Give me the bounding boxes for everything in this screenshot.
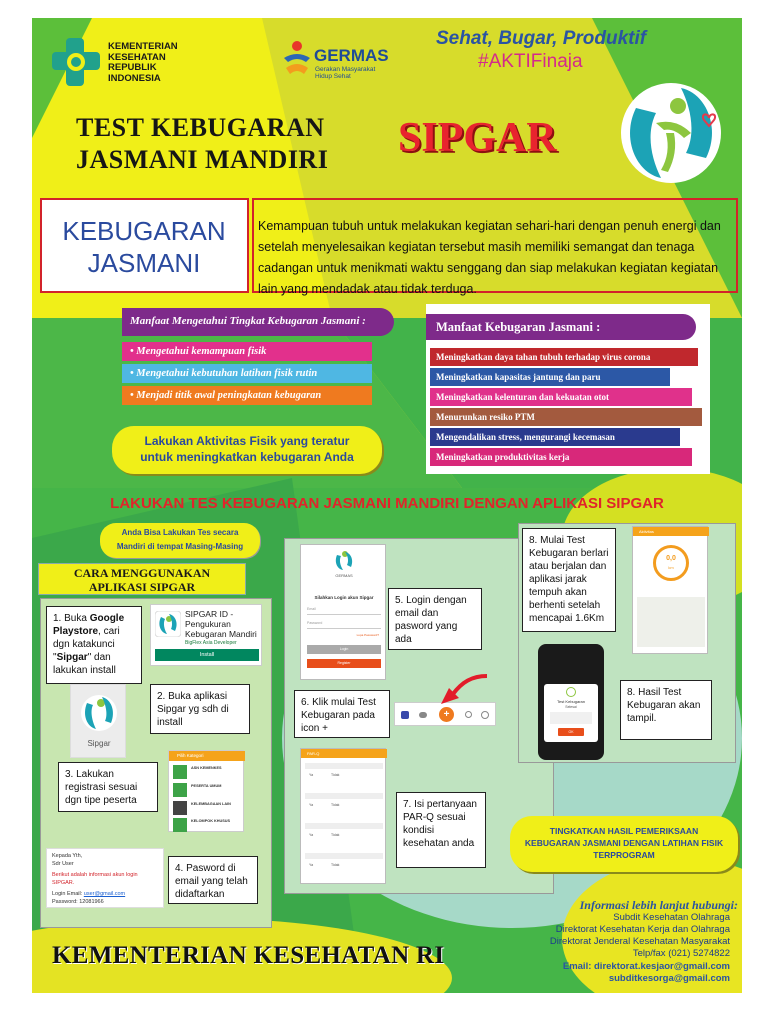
tingkatkan-line-3: TERPROGRAM bbox=[593, 850, 655, 860]
manfaat-kebugaran-item: Menurunkan resiko PTM bbox=[430, 408, 702, 426]
login-logo-icon bbox=[333, 549, 355, 571]
email-login-link[interactable]: user@gmail.com bbox=[83, 891, 126, 897]
email-line bbox=[52, 890, 158, 898]
test-dialog bbox=[544, 684, 598, 742]
email-card bbox=[46, 848, 164, 908]
test-ok-button[interactable]: OK bbox=[558, 728, 584, 736]
step-9: 8. Hasil Test Kebugaran akan tampil. bbox=[620, 680, 712, 740]
hashtag: #AKTIFinaja bbox=[478, 51, 583, 72]
login-screen bbox=[300, 544, 386, 680]
brand-sipgar: SIPGAR bbox=[398, 115, 557, 161]
ministry-line: INDONESIA bbox=[108, 72, 161, 84]
playstore-title-3: Kebugaran Mandiri bbox=[185, 629, 257, 639]
manfaat-kebugaran-item: Mengendalikan stress, mengurangi kecemasan bbox=[430, 428, 680, 446]
manfaat-kebugaran-item: Meningkatkan produktivitas kerja bbox=[430, 448, 692, 466]
nav-activity-icon[interactable] bbox=[419, 712, 427, 718]
manfaat-mengetahui-item: • Mengetahui kemampuan fisik bbox=[122, 342, 372, 361]
step-1-pre: 1. Buka bbox=[53, 613, 90, 624]
tingkatkan-line-1: TINGKATKAN HASIL PEMERIKSAAN bbox=[549, 826, 699, 836]
info-email-1[interactable]: Email: direktorat.kesjaor@gmail.com bbox=[562, 961, 730, 972]
playstore-card bbox=[150, 604, 262, 666]
germas-subtitle bbox=[315, 66, 375, 80]
cara-line-2: APLIKASI SIPGAR bbox=[88, 580, 196, 594]
login-heading: Silahkan Login akun Sipgar bbox=[314, 595, 374, 600]
step-8: 8. Mulai Test Kebugaran berlari atau berjalan dan aplikasi jarak tempuh akan berhenti setelah mencapai 1.6Km bbox=[522, 528, 616, 632]
parq-answer-yes[interactable]: Ya bbox=[309, 833, 314, 837]
parq-question bbox=[305, 763, 383, 769]
bisa-line-2: Mandiri di tempat Masing-Masing bbox=[116, 542, 244, 551]
login-email-field[interactable]: Email bbox=[307, 607, 381, 615]
info-line: Direktorat Kesehatan Kerja dan Olahraga bbox=[555, 924, 730, 935]
footer-title: KEMENTERIAN KESEHATAN RI bbox=[52, 942, 445, 969]
register-row-icon bbox=[173, 801, 187, 815]
email-line: Berikut adalah informasi akun login SIPGAR. bbox=[52, 872, 138, 886]
parq-header: PAR-Q bbox=[301, 749, 387, 758]
parq-question bbox=[305, 823, 383, 829]
parq-answer-yes[interactable]: Ya bbox=[309, 803, 314, 807]
parq-question bbox=[305, 853, 383, 859]
manfaat-mengetahui-heading: Manfaat Mengetahui Tingkat Kebugaran Jasmani : bbox=[130, 315, 366, 327]
cara-line-1: CARA MENGGUNAKAN bbox=[73, 566, 211, 580]
ministry-line: KESEHATAN bbox=[108, 51, 166, 63]
manfaat-kebugaran-heading: Manfaat Kebugaran Jasmani : bbox=[436, 320, 601, 334]
register-row: PESERTA UMUM bbox=[191, 784, 222, 788]
email-login-label: Login Email: bbox=[52, 891, 84, 897]
result-unit: km bbox=[668, 565, 674, 570]
germas-sub-line: Gerakan Masyarakat bbox=[315, 66, 376, 73]
register-row: ASN KEMENKES bbox=[191, 766, 222, 770]
step-7: 7. Isi pertanyaan PAR-Q sesuai kondisi kesehatan anda bbox=[396, 792, 486, 868]
info-line: Direktorat Jenderal Kesehatan Masyarakat bbox=[549, 936, 730, 947]
parq-answer-no[interactable]: Tidak bbox=[331, 833, 340, 837]
login-forgot-link[interactable]: Lupa Password? bbox=[356, 633, 379, 637]
register-row: KELOMPOK KHUSUS bbox=[191, 819, 231, 823]
email-line: Kepada Yth, bbox=[52, 853, 83, 859]
germas-sub-line: Hidup Sehat bbox=[315, 73, 351, 80]
register-row: KELEMBAGAAN LAIN bbox=[191, 802, 231, 806]
step-1-post: " dan lakukan install bbox=[53, 652, 116, 676]
step-5: 5. Login dengan email dan pasword yang ada bbox=[388, 588, 482, 650]
manfaat-kebugaran-item: Meningkatkan kelenturan dan kekuatan otot bbox=[430, 388, 692, 406]
ministry-line: KEMENTERIAN bbox=[108, 41, 178, 52]
step-1-mid: , cari dgn katakunci " bbox=[53, 626, 120, 663]
tagline: Sehat, Bugar, Produktif bbox=[436, 28, 647, 49]
email-line: Sdr User bbox=[52, 861, 74, 867]
info-line: Subdit Kesehatan Olahraga bbox=[613, 912, 730, 923]
login-app-name: GERMAS bbox=[335, 573, 353, 578]
register-row-icon bbox=[173, 783, 187, 797]
definition-text: Kemampuan tubuh untuk melakukan kegiatan sehari-hari dengan penuh energi dan setelah menyelesaikan kegiatan tersebut masih memiliki semangat dan tenaga cadangan untuk menikmati waktu senggang dan siap melakukan kegiatan kegiatan lain yang mendadak atau tidak terduga. bbox=[258, 219, 721, 296]
info-line: Telp/fax (021) 5274822 bbox=[632, 948, 730, 959]
parq-question bbox=[305, 793, 383, 799]
register-row-icon bbox=[173, 818, 187, 832]
tingkatkan-line-2: KEBUGARAN JASMANI DENGAN LATIHAN FISIK bbox=[524, 838, 724, 848]
definition-term-line-1: KEBUGARAN bbox=[62, 216, 226, 246]
ministry-logo-icon bbox=[50, 36, 102, 88]
ajakan-line-2: untuk meningkatkan kebugaran Anda bbox=[140, 450, 354, 464]
register-row-icon bbox=[173, 765, 187, 779]
step-2: 2. Buka aplikasi Sipgar yg sdh di install bbox=[150, 684, 250, 734]
register-header: Pilih Kategori bbox=[169, 751, 245, 761]
title-line-2: JASMANI MANDIRI bbox=[76, 145, 329, 174]
result-header: Aktivitas bbox=[633, 527, 709, 536]
manfaat-kebugaran-item: Meningkatkan kapasitas jantung dan paru bbox=[430, 368, 670, 386]
parq-answer-no[interactable]: Tidak bbox=[331, 863, 340, 867]
nav-profile-icon[interactable] bbox=[481, 711, 489, 719]
playstore-title-1: SIPGAR ID - bbox=[185, 609, 234, 619]
test-check-icon bbox=[566, 687, 576, 697]
manfaat-kebugaran-item: Meningkatkan daya tahan tubuh terhadap virus corona bbox=[430, 348, 698, 366]
app-icon-card bbox=[70, 684, 126, 758]
step-6: 6. Klik mulai Test Kebugaran pada icon + bbox=[294, 690, 390, 738]
result-gauge bbox=[653, 545, 689, 581]
login-button[interactable]: Login bbox=[307, 645, 381, 654]
test-dialog-desc bbox=[550, 712, 592, 724]
playstore-developer: BigFlex Asia Developer bbox=[185, 640, 237, 646]
step-1-bold-2: Sipgar bbox=[56, 652, 88, 663]
manfaat-mengetahui-item: • Menjadi titik awal peningkatan kebugaran bbox=[122, 386, 372, 405]
ajakan-line-1: Lakukan Aktivitas Fisik yang teratur bbox=[144, 434, 350, 448]
sipgar-logo-icon bbox=[616, 78, 726, 188]
poster bbox=[32, 18, 742, 993]
result-map bbox=[637, 597, 705, 647]
plus-button-icon[interactable]: + bbox=[439, 707, 454, 722]
playstore-title-2: Pengukuran bbox=[185, 619, 231, 629]
main-heading: LAKUKAN TES KEBUGARAN JASMANI MANDIRI DENGAN APLIKASI SIPGAR bbox=[110, 495, 664, 512]
parq-screen bbox=[300, 748, 386, 884]
test-dialog-sub: Selesai bbox=[565, 705, 577, 709]
test-dialog-title: Test Kebugaran bbox=[556, 699, 586, 704]
login-password-field[interactable]: Password bbox=[307, 621, 381, 629]
parq-answer-no[interactable]: Tidak bbox=[331, 773, 340, 777]
result-value: 0,0 bbox=[666, 555, 676, 562]
definition-term-line-2: JASMANI bbox=[87, 248, 201, 278]
register-screen bbox=[168, 750, 244, 832]
parq-answer-yes[interactable]: Ya bbox=[309, 863, 314, 867]
playstore-install-button[interactable]: Install bbox=[155, 649, 259, 661]
result-screen bbox=[632, 526, 708, 654]
parq-answer-no[interactable]: Tidak bbox=[331, 803, 340, 807]
sipgar-app-icon bbox=[155, 611, 181, 637]
germas-title: GERMAS bbox=[314, 46, 389, 65]
step-1 bbox=[46, 606, 142, 684]
nav-history-icon[interactable] bbox=[465, 711, 472, 718]
parq-answer-yes[interactable]: Ya bbox=[309, 773, 314, 777]
sipgar-home-icon bbox=[79, 693, 119, 733]
step-4: 4. Pasword di email yang telah didaftarkan bbox=[168, 856, 258, 904]
test-phone bbox=[538, 644, 604, 760]
bisa-line-1: Anda Bisa Lakukan Tes secara bbox=[121, 528, 239, 537]
manfaat-mengetahui-item: • Mengetahui kebutuhan latihan fisik rutin bbox=[122, 364, 372, 383]
title-line-1: TEST KEBUGARAN bbox=[76, 113, 325, 142]
nav-home-icon[interactable] bbox=[401, 711, 409, 719]
email-line: Password: 12081966 bbox=[52, 899, 104, 905]
pointer-arrow-icon bbox=[427, 670, 497, 710]
info-heading: Informasi lebih lanjut hubungi: bbox=[579, 898, 738, 912]
germas-logo-icon bbox=[282, 40, 312, 80]
ministry-name bbox=[108, 42, 178, 84]
step-3: 3. Lakukan registrasi sesuai dgn tipe peserta bbox=[58, 762, 158, 812]
register-button[interactable]: Register bbox=[307, 659, 381, 668]
app-icon-label: Sipgar bbox=[87, 739, 111, 748]
step-1-bold-1: Google Playstore bbox=[53, 613, 125, 637]
ministry-line: REPUBLIK bbox=[108, 62, 157, 73]
info-email-2[interactable]: subditkesorga@gmail.com bbox=[608, 973, 730, 984]
